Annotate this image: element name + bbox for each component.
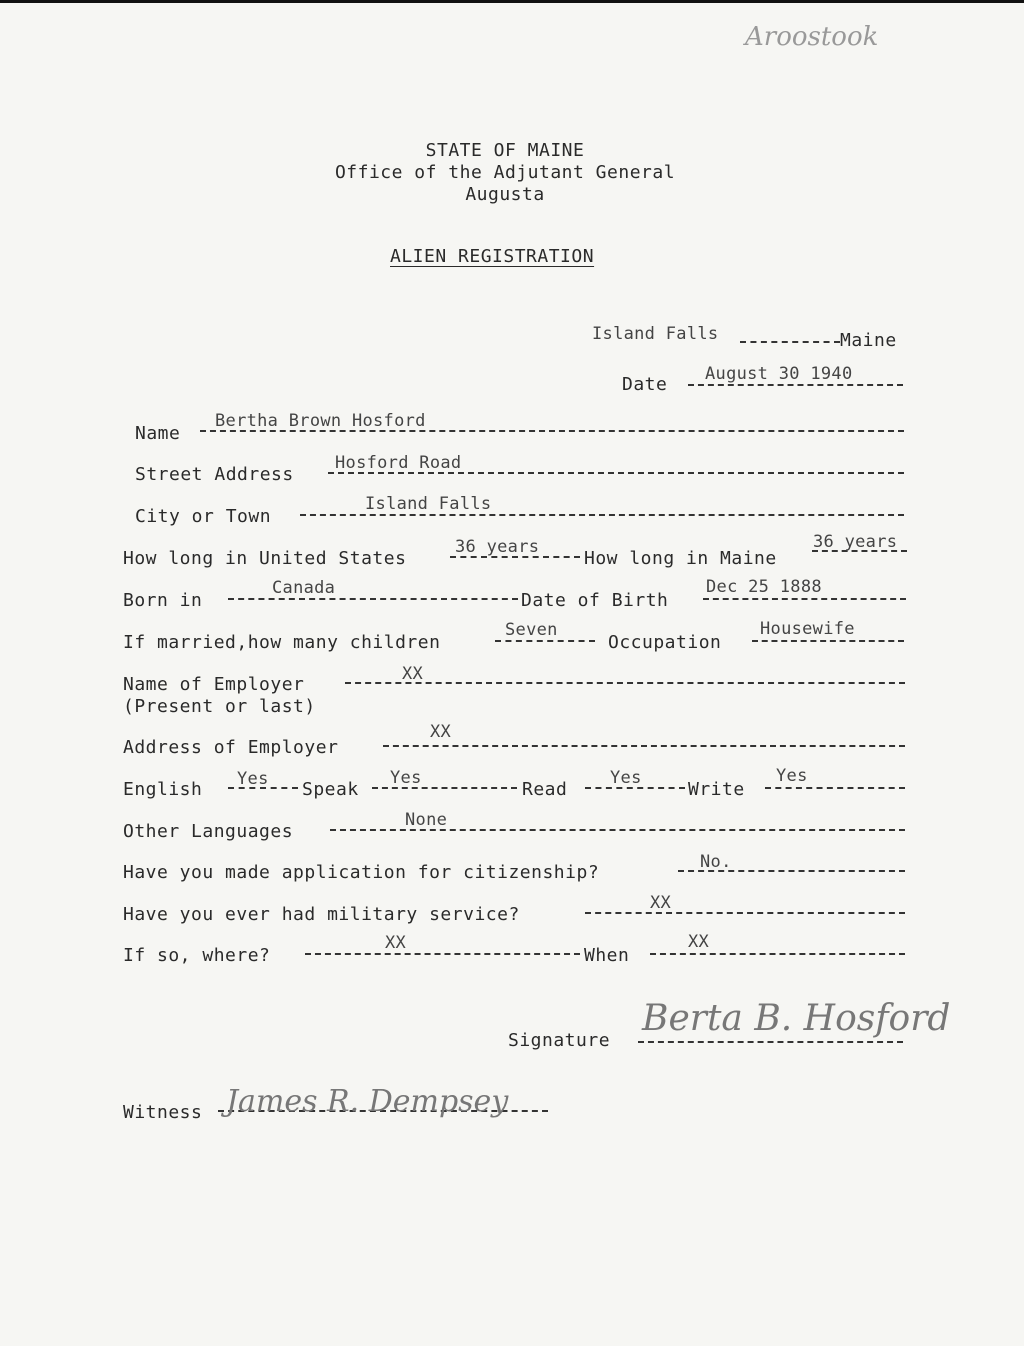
speak-value: Yes: [390, 768, 422, 788]
where-label: If so, where?: [123, 945, 271, 966]
witness-label: Witness: [123, 1102, 203, 1123]
citizenship-value: No.: [700, 852, 732, 872]
when-value: XX: [688, 932, 710, 952]
dob-line: [703, 598, 906, 600]
county-note: Aroostook: [745, 22, 879, 52]
name-value: Bertha Brown Hosford: [215, 411, 426, 431]
employer-address-line: [383, 745, 905, 747]
write-value: Yes: [776, 766, 808, 786]
speak-label: Speak: [302, 779, 359, 800]
scan-edge: [0, 0, 1024, 3]
us-years-label: How long in United States: [123, 548, 407, 569]
city-label: City or Town: [135, 506, 272, 527]
witness-value: James R. Dempsey: [226, 1084, 509, 1119]
street-value: Hosford Road: [335, 453, 462, 473]
military-label: Have you ever had military service?: [123, 904, 520, 925]
children-label: If married,how many children: [123, 632, 441, 653]
date-value: August 30 1940: [705, 364, 853, 384]
maine-years-value: 36 years: [813, 532, 898, 552]
employer-address-value: XX: [430, 722, 452, 742]
born-value: Canada: [272, 578, 336, 598]
city-value: Island Falls: [365, 494, 492, 514]
city-heading: Augusta: [465, 184, 545, 205]
where-line: [305, 953, 580, 955]
city-line: [300, 514, 904, 516]
employer-sublabel: (Present or last): [123, 696, 316, 717]
other-languages-value: None: [405, 810, 448, 830]
when-label: When: [584, 945, 630, 966]
us-years-value: 36 years: [455, 537, 540, 557]
signature-value: Berta B. Hosford: [642, 998, 951, 1039]
write-label: Write: [688, 779, 745, 800]
employer-address-label: Address of Employer: [123, 737, 339, 758]
place-line: [740, 341, 840, 343]
when-line: [650, 953, 905, 955]
occupation-label: Occupation: [608, 632, 722, 653]
dob-value: Dec 25 1888: [706, 577, 822, 597]
employer-label: Name of Employer: [123, 674, 305, 695]
citizenship-label: Have you made application for citizenship?: [123, 862, 600, 883]
dob-label: Date of Birth: [521, 590, 669, 611]
state-heading: STATE OF MAINE: [425, 140, 585, 161]
english-label: English: [123, 779, 203, 800]
signature-label: Signature: [508, 1030, 611, 1051]
employer-value: XX: [402, 664, 424, 684]
military-line: [585, 912, 905, 914]
form-title: ALIEN REGISTRATION: [390, 246, 595, 267]
children-line: [495, 640, 595, 642]
born-label: Born in: [123, 590, 203, 611]
children-value: Seven: [505, 620, 558, 640]
born-line: [228, 598, 518, 600]
office-heading: Office of the Adjutant General: [334, 162, 676, 183]
street-label: Street Address: [135, 464, 294, 485]
date-label: Date: [622, 374, 668, 395]
write-line: [765, 787, 905, 789]
date-line: [688, 384, 903, 386]
signature-line: [638, 1041, 903, 1043]
place-suffix: Maine: [840, 330, 897, 351]
read-label: Read: [522, 779, 568, 800]
other-languages-label: Other Languages: [123, 821, 294, 842]
read-value: Yes: [610, 768, 642, 788]
name-label: Name: [135, 423, 181, 444]
english-value: Yes: [237, 769, 269, 789]
employer-line: [345, 682, 905, 684]
military-value: XX: [650, 893, 672, 913]
occupation-line: [752, 640, 904, 642]
place-value: Island Falls: [592, 324, 719, 344]
where-value: XX: [385, 933, 407, 953]
occupation-value: Housewife: [760, 619, 855, 639]
maine-years-label: How long in Maine: [584, 548, 777, 569]
